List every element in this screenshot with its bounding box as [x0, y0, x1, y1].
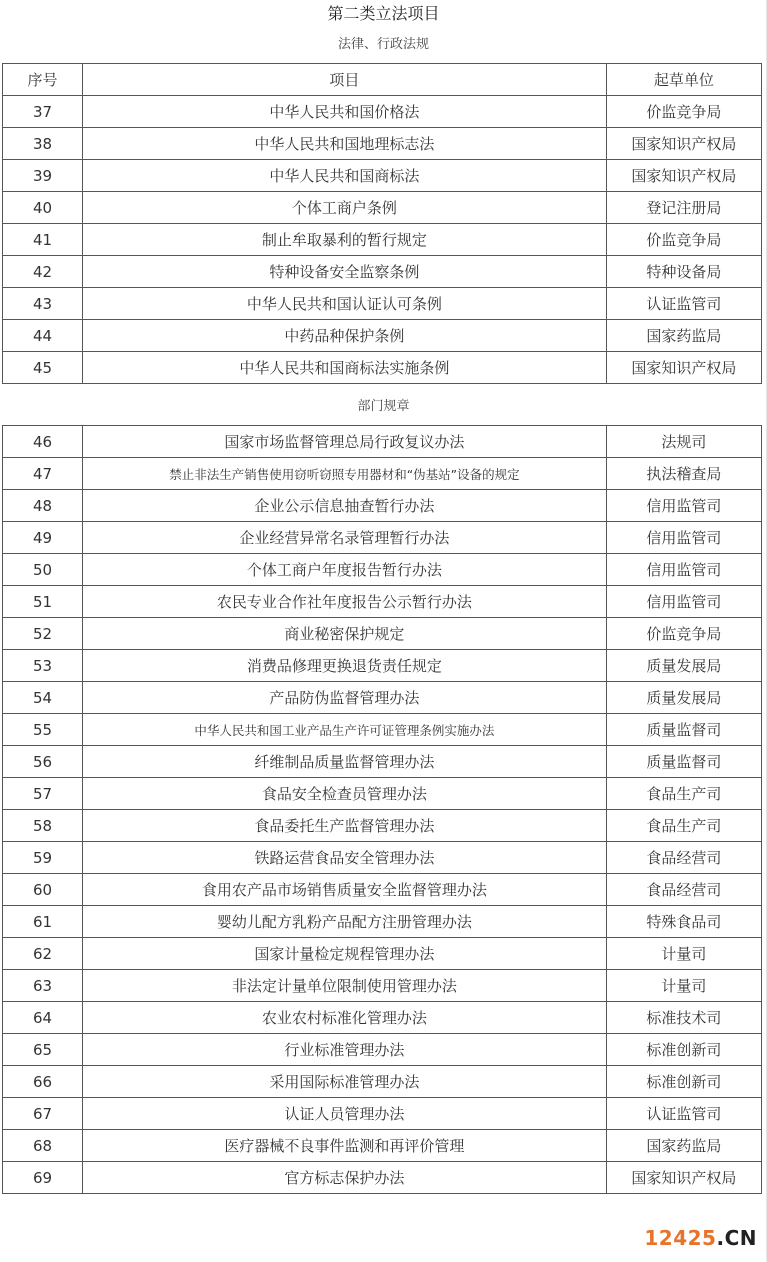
table-row: [3, 906, 762, 938]
table-row: [3, 458, 762, 490]
row-item: 官方标志保护办法: [83, 1162, 607, 1194]
row-unit: 食品经营司: [606, 842, 761, 874]
row-item: 纤维制品质量监督管理办法: [83, 746, 607, 778]
section-heading-rules: 部门规章: [357, 399, 410, 414]
row-number: 44: [3, 320, 83, 352]
page-title: 第二类立法项目: [327, 4, 440, 23]
row-item: 医疗器械不良事件监测和再评价管理: [83, 1130, 607, 1162]
row-number: 65: [3, 1034, 83, 1066]
row-number: 52: [3, 618, 83, 650]
table-row: [3, 426, 762, 458]
row-number: 62: [3, 938, 83, 970]
row-item: 个体工商户年度报告暂行办法: [83, 554, 607, 586]
row-item: 特种设备安全监察条例: [83, 256, 607, 288]
row-item: 食用农产品市场销售质量安全监督管理办法: [83, 874, 607, 906]
table-row: [3, 714, 762, 746]
row-item: 行业标准管理办法: [83, 1034, 607, 1066]
row-number: 48: [3, 490, 83, 522]
row-number: 41: [3, 224, 83, 256]
row-number: 39: [3, 160, 83, 192]
row-unit: 国家药监局: [606, 320, 761, 352]
row-number: 66: [3, 1066, 83, 1098]
table-row: [3, 1034, 762, 1066]
row-number: 53: [3, 650, 83, 682]
table-row: [3, 1002, 762, 1034]
row-number: 55: [3, 714, 83, 746]
row-unit: 信用监管司: [606, 554, 761, 586]
table-row: [3, 1066, 762, 1098]
table-row: [3, 288, 762, 320]
row-unit: 价监竞争局: [606, 96, 761, 128]
table-row: [3, 256, 762, 288]
row-unit: 国家药监局: [606, 1130, 761, 1162]
table-row: [3, 650, 762, 682]
row-item: 铁路运营食品安全管理办法: [83, 842, 607, 874]
row-number: 49: [3, 522, 83, 554]
row-unit: 执法稽查局: [606, 458, 761, 490]
row-unit: 信用监管司: [606, 522, 761, 554]
row-unit: 价监竞争局: [606, 618, 761, 650]
table-row: [3, 874, 762, 906]
row-unit: 法规司: [606, 426, 761, 458]
row-number: 54: [3, 682, 83, 714]
row-item: 国家市场监督管理总局行政复议办法: [83, 426, 607, 458]
row-unit: 食品生产司: [606, 810, 761, 842]
row-unit: 质量监督司: [606, 746, 761, 778]
watermark-suffix: .CN: [716, 1226, 757, 1250]
row-number: 64: [3, 1002, 83, 1034]
row-number: 45: [3, 352, 83, 384]
row-number: 56: [3, 746, 83, 778]
row-unit: 国家知识产权局: [606, 1162, 761, 1194]
row-number: 43: [3, 288, 83, 320]
row-number: 40: [3, 192, 83, 224]
row-unit: 信用监管司: [606, 586, 761, 618]
table-row: [3, 586, 762, 618]
table-row: [3, 682, 762, 714]
row-item: 认证人员管理办法: [83, 1098, 607, 1130]
row-number: 37: [3, 96, 83, 128]
row-number: 63: [3, 970, 83, 1002]
row-unit: 质量监督司: [606, 714, 761, 746]
row-number: 38: [3, 128, 83, 160]
row-unit: 食品生产司: [606, 778, 761, 810]
table-row: [3, 746, 762, 778]
row-number: 50: [3, 554, 83, 586]
table-row: [3, 490, 762, 522]
table-row: [3, 160, 762, 192]
row-unit: 质量发展局: [606, 650, 761, 682]
row-number: 68: [3, 1130, 83, 1162]
rules-table: [2, 425, 762, 1194]
table-row: [3, 128, 762, 160]
row-unit: 标准技术司: [606, 1002, 761, 1034]
site-watermark: [644, 1226, 757, 1250]
table-row: [3, 224, 762, 256]
row-item: 企业公示信息抽查暂行办法: [83, 490, 607, 522]
row-number: 67: [3, 1098, 83, 1130]
row-unit: 标准创新司: [606, 1066, 761, 1098]
row-unit: 认证监管司: [606, 1098, 761, 1130]
table-row: [3, 554, 762, 586]
row-item: 婴幼儿配方乳粉产品配方注册管理办法: [83, 906, 607, 938]
table-row: [3, 192, 762, 224]
table-row: [3, 1098, 762, 1130]
row-item: 中药品种保护条例: [83, 320, 607, 352]
row-item: 中华人民共和国商标法: [83, 160, 607, 192]
row-item: 食品安全检查员管理办法: [83, 778, 607, 810]
row-item: 制止牟取暴利的暂行规定: [83, 224, 607, 256]
table-row: [3, 320, 762, 352]
row-number: 57: [3, 778, 83, 810]
table-row: [3, 970, 762, 1002]
row-number: 59: [3, 842, 83, 874]
row-item: 中华人民共和国价格法: [83, 96, 607, 128]
row-unit: 国家知识产权局: [606, 128, 761, 160]
row-unit: 特种设备局: [606, 256, 761, 288]
column-header-item: 项目: [83, 64, 607, 96]
row-item: 商业秘密保护规定: [83, 618, 607, 650]
row-unit: 特殊食品司: [606, 906, 761, 938]
row-unit: 认证监管司: [606, 288, 761, 320]
table-row: [3, 352, 762, 384]
row-item: 非法定计量单位限制使用管理办法: [83, 970, 607, 1002]
laws-table: [2, 63, 762, 384]
table-row: [3, 618, 762, 650]
row-unit: 计量司: [606, 938, 761, 970]
row-item: 消费品修理更换退货责任规定: [83, 650, 607, 682]
row-item: 企业经营异常名录管理暂行办法: [83, 522, 607, 554]
row-unit: 国家知识产权局: [606, 352, 761, 384]
table-row: [3, 810, 762, 842]
row-number: 60: [3, 874, 83, 906]
row-item: 中华人民共和国认证认可条例: [83, 288, 607, 320]
table-header-row: [3, 64, 762, 96]
table-row: [3, 842, 762, 874]
row-unit: 国家知识产权局: [606, 160, 761, 192]
column-header-unit: 起草单位: [606, 64, 761, 96]
row-number: 47: [3, 458, 83, 490]
row-item: 中华人民共和国商标法实施条例: [83, 352, 607, 384]
row-item: 禁止非法生产销售使用窃听窃照专用器材和“伪基站”设备的规定: [83, 458, 607, 490]
row-unit: 标准创新司: [606, 1034, 761, 1066]
row-item: 农业农村标准化管理办法: [83, 1002, 607, 1034]
row-number: 42: [3, 256, 83, 288]
row-item: 中华人民共和国地理标志法: [83, 128, 607, 160]
row-unit: 质量发展局: [606, 682, 761, 714]
row-unit: 食品经营司: [606, 874, 761, 906]
section-heading-laws: 法律、行政法规: [337, 37, 429, 52]
row-item: 中华人民共和国工业产品生产许可证管理条例实施办法: [83, 714, 607, 746]
row-unit: 价监竞争局: [606, 224, 761, 256]
row-unit: 计量司: [606, 970, 761, 1002]
table-row: [3, 778, 762, 810]
table-row: [3, 1130, 762, 1162]
row-item: 个体工商户条例: [83, 192, 607, 224]
column-header-number: 序号: [3, 64, 83, 96]
table-row: [3, 938, 762, 970]
row-item: 农民专业合作社年度报告公示暂行办法: [83, 586, 607, 618]
row-number: 69: [3, 1162, 83, 1194]
table-row: [3, 522, 762, 554]
row-item: 国家计量检定规程管理办法: [83, 938, 607, 970]
row-number: 51: [3, 586, 83, 618]
table-row: [3, 96, 762, 128]
row-item: 产品防伪监督管理办法: [83, 682, 607, 714]
row-item: 采用国际标准管理办法: [83, 1066, 607, 1098]
watermark-main: 12425: [644, 1226, 717, 1250]
row-unit: 登记注册局: [606, 192, 761, 224]
row-unit: 信用监管司: [606, 490, 761, 522]
row-number: 46: [3, 426, 83, 458]
row-number: 61: [3, 906, 83, 938]
table-row: [3, 1162, 762, 1194]
row-item: 食品委托生产监督管理办法: [83, 810, 607, 842]
row-number: 58: [3, 810, 83, 842]
